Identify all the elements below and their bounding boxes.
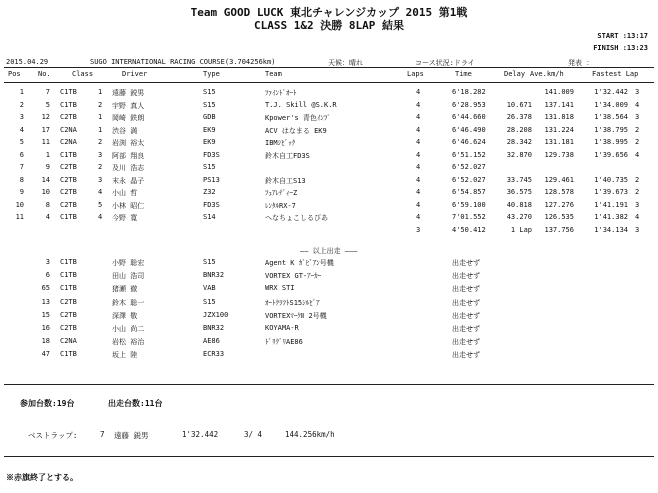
cell-delay: 10.671 — [506, 100, 532, 109]
cell-driver: 岡崎 鉄朗 — [112, 114, 145, 122]
cell-pos: 4 — [19, 125, 24, 134]
best-lap-lap: 3/ 4 — [244, 430, 263, 439]
cell-team: Kpower's 青色ｲﾝﾌﾟ — [265, 114, 331, 122]
cell-delay: 40.818 — [506, 200, 532, 209]
cell-time: 7'01.552 — [452, 213, 486, 221]
cell-type: S14 — [203, 213, 216, 221]
cell-time: 6'46.624 — [452, 138, 486, 146]
cell-fast: 1'32.442 — [594, 88, 628, 96]
cell-flap: 2 — [635, 138, 640, 146]
cell-fast: 1'41.382 — [594, 213, 628, 221]
cell-cls: C1TB — [60, 350, 77, 359]
non-starter-row — [0, 350, 658, 361]
col-pos: Pos — [8, 70, 21, 78]
divider-header — [4, 82, 654, 83]
cell-type: S15 — [203, 297, 216, 306]
cell-status: 出走せず — [452, 325, 480, 333]
cell-cls: C1TB — [60, 150, 77, 159]
cell-flap: 4 — [635, 100, 640, 109]
divider-summary — [4, 384, 654, 385]
col-driver: Driver — [122, 70, 148, 78]
cell-status: 出走せず — [452, 259, 480, 267]
cell-cpos: 2 — [98, 163, 103, 171]
cell-team: ﾌｪｱﾚﾃﾞｨｰZ — [265, 189, 298, 197]
cell-delay: 1 Lap — [510, 225, 532, 234]
table-row — [0, 188, 658, 199]
cell-no: 6 — [45, 271, 50, 280]
cell-status: 出走せず — [452, 285, 480, 294]
cell-no: 11 — [41, 138, 50, 146]
cell-time: 6'52.027 — [452, 175, 486, 184]
cell-type: BNR32 — [203, 324, 225, 332]
cell-flap: 4 — [635, 213, 640, 221]
cell-driver: 坂上 陸 — [112, 351, 138, 360]
col-fastest: Fastest Lap — [592, 70, 639, 78]
cell-delay: 43.270 — [506, 213, 532, 221]
cell-no: 15 — [41, 310, 50, 319]
cell-no: 4 — [45, 213, 50, 221]
cell-ave: 131.818 — [544, 113, 574, 121]
cell-type: PS13 — [203, 175, 220, 184]
started-divider-label: 以上出走 — [312, 247, 341, 255]
cell-fast: 1'34.134 — [594, 225, 628, 234]
cell-no: 16 — [41, 324, 50, 332]
table-row — [0, 88, 658, 99]
non-starter-row — [0, 311, 658, 322]
cell-laps: 4 — [416, 88, 421, 96]
cell-team: WRX STI — [265, 284, 295, 293]
cell-driver: 宇野 真人 — [112, 101, 145, 110]
cell-no: 1 — [45, 150, 50, 159]
best-lap-driver: 遠藤 鋭男 — [114, 431, 149, 440]
cell-laps: 4 — [416, 150, 421, 159]
cell-laps: 4 — [416, 163, 421, 171]
cell-type: BNR32 — [203, 271, 225, 280]
cell-ave: 129.738 — [544, 150, 574, 159]
divider-top — [4, 67, 654, 68]
race-subtitle: CLASS 1&2 決勝 8LAP 結果 — [254, 19, 404, 32]
table-row — [0, 226, 658, 237]
cell-cls: C2NA — [60, 138, 77, 146]
cell-driver: 小山 哲 — [112, 189, 138, 197]
cell-driver: 阿部 翔良 — [112, 151, 145, 160]
cell-delay: 36.575 — [506, 188, 532, 196]
cell-type: ECR33 — [203, 350, 225, 359]
cell-fast: 1'38.795 — [594, 125, 628, 134]
cell-fast: 1'38.995 — [594, 138, 628, 146]
col-delay: Delay — [504, 70, 526, 78]
cell-laps: 4 — [416, 175, 421, 184]
best-lap-time: 1'32.442 — [182, 430, 219, 439]
col-ave: Ave.km/h — [530, 70, 564, 78]
cell-driver: 岩渕 裕太 — [112, 139, 145, 147]
cell-team: 鈴木自工FD3S — [265, 151, 310, 160]
cell-no: 5 — [45, 100, 50, 109]
cell-laps: 4 — [416, 100, 421, 109]
cell-cpos: 1 — [98, 88, 103, 96]
cell-time: 6'46.490 — [452, 125, 486, 134]
non-starter-row — [0, 337, 658, 348]
col-time: Time — [455, 70, 472, 78]
cell-time: 6'54.857 — [452, 188, 486, 196]
table-row — [0, 101, 658, 112]
cell-ave: 131.224 — [544, 125, 574, 134]
cell-fast: 1'39.656 — [594, 150, 628, 159]
cell-pos: 5 — [19, 138, 24, 146]
cell-delay: 32.870 — [506, 150, 532, 159]
cell-cls: C1TB — [60, 88, 77, 96]
best-lap-speed: 144.256km/h — [285, 430, 335, 439]
entries-count: 参加台数:19台 — [20, 399, 75, 408]
cell-team: 鈴木自工S13 — [265, 176, 306, 185]
cell-delay: 26.378 — [506, 113, 532, 121]
table-row — [0, 176, 658, 187]
cell-driver: 田山 浩司 — [112, 272, 145, 281]
cell-team: IBMｼﾋﾞｯｸ — [265, 139, 296, 147]
best-lap-no: 7 — [100, 430, 105, 439]
cell-driver: 及川 浩志 — [112, 164, 145, 172]
cell-no: 3 — [45, 258, 50, 266]
cell-pos: 8 — [19, 175, 24, 184]
cell-fast: 1'39.673 — [594, 188, 628, 196]
cell-cpos: 3 — [98, 175, 103, 184]
cell-team: へなちょこしるびあ — [265, 214, 328, 222]
cell-type: S15 — [203, 258, 216, 266]
cell-no: 13 — [41, 297, 50, 306]
cell-time: 6'18.282 — [452, 88, 486, 96]
cell-time: 4'50.412 — [452, 225, 486, 234]
cell-flap: 3 — [635, 88, 640, 96]
non-starter-row — [0, 298, 658, 309]
col-laps: Laps — [407, 70, 424, 78]
cell-ave: 137.756 — [544, 225, 574, 234]
cell-cls: C2TB — [60, 175, 77, 184]
cell-time: 6'59.100 — [452, 200, 486, 209]
cell-cls: C1TB — [60, 258, 77, 266]
cell-no: 8 — [45, 200, 50, 209]
cell-team: VORTEXﾏｰｸⅡ 2号機 — [265, 311, 327, 320]
cell-cpos: 2 — [98, 138, 103, 146]
cell-driver: 渋谷 満 — [112, 126, 138, 135]
cell-fast: 1'34.009 — [594, 100, 628, 109]
table-row — [0, 201, 658, 212]
cell-delay: 33.745 — [506, 175, 532, 184]
cell-ave: 137.141 — [544, 100, 574, 109]
cell-cls: C2NA — [60, 125, 77, 134]
cell-delay: 28.208 — [506, 125, 532, 134]
non-starter-row — [0, 258, 658, 269]
cell-fast: 1'40.735 — [594, 175, 628, 184]
table-row — [0, 126, 658, 137]
cell-cpos: 2 — [98, 100, 103, 109]
cell-cls: C2TB — [60, 200, 77, 209]
cell-cls: C2NA — [60, 337, 77, 346]
red-flag-note: ※赤旗終了とする。 — [6, 473, 78, 482]
cell-ave: 128.578 — [544, 188, 574, 196]
best-lap-label: ベストラップ: — [28, 431, 78, 440]
cell-no: 65 — [41, 284, 50, 293]
cell-flap: 2 — [635, 175, 640, 184]
cell-cpos: 1 — [98, 125, 103, 134]
course-condition: コース状況:ドライ — [415, 59, 475, 67]
cell-flap: 3 — [635, 200, 640, 209]
non-starter-row — [0, 271, 658, 282]
cell-team: ﾄﾞﾘｸﾞﾘAE86 — [265, 338, 303, 347]
cell-type: S15 — [203, 100, 216, 109]
cell-type: JZX100 — [203, 310, 229, 319]
cell-type: Z32 — [203, 188, 216, 196]
race-date: 2015.04.29 — [6, 58, 49, 66]
cell-team: ﾚﾝﾀﾙRX-7 — [265, 201, 296, 210]
cell-team: ｵｰﾄｸﾗﾌﾄS15ｼﾙﾋﾞｱ — [265, 298, 320, 307]
cell-pos: 10 — [15, 200, 24, 209]
cell-cpos: 3 — [98, 150, 103, 159]
cell-cls: C2TB — [60, 297, 77, 306]
cell-delay: 28.342 — [506, 138, 532, 146]
cell-cpos: 1 — [98, 113, 103, 121]
table-row — [0, 151, 658, 162]
cell-no: 47 — [41, 350, 50, 359]
cell-ave: 131.181 — [544, 138, 574, 146]
starters-count: 出走台数:11台 — [108, 399, 163, 408]
cell-flap: 3 — [635, 225, 640, 234]
cell-team: VORTEX GT-ｱｰｶｰ — [265, 272, 322, 281]
cell-flap: 2 — [635, 125, 640, 134]
cell-cls: C2TB — [60, 188, 77, 196]
cell-team: Agent K ｶﾞﾋﾞｱﾝ号機 — [265, 259, 334, 267]
race-title: Team GOOD LUCK 東北チャレンジカップ 2015 第1戦 — [190, 6, 468, 19]
cell-type: AE86 — [203, 337, 220, 346]
col-type: Type — [203, 70, 220, 78]
finish-time: FINISH :13:23 — [593, 44, 648, 52]
cell-status: 出走せず — [452, 351, 480, 360]
cell-team: ACV はなまる EK9 — [265, 126, 327, 135]
cell-driver: 末永 晶子 — [112, 176, 145, 185]
table-header — [0, 70, 658, 81]
started-divider: —— 以上出走 ——— — [300, 247, 358, 255]
cell-flap: 4 — [635, 150, 640, 159]
cell-cpos: 4 — [98, 188, 103, 196]
weather: 天候：晴れ — [328, 59, 363, 67]
cell-driver: 小林 昭仁 — [112, 201, 145, 210]
cell-status: 出走せず — [452, 272, 480, 281]
cell-status: 出走せず — [452, 338, 480, 347]
cell-driver: 鈴木 聡一 — [112, 298, 145, 307]
cell-time: 6'52.027 — [452, 163, 486, 171]
cell-time: 6'44.660 — [452, 113, 486, 121]
cell-type: S15 — [203, 163, 216, 171]
table-row — [0, 163, 658, 174]
cell-driver: 今野 寛 — [112, 214, 138, 222]
cell-ave: 129.461 — [544, 175, 574, 184]
col-team: Team — [265, 70, 282, 78]
cell-cls: C1TB — [60, 100, 77, 109]
cell-type: VAB — [203, 284, 216, 293]
cell-laps: 4 — [416, 213, 421, 221]
cell-fast: 1'38.564 — [594, 113, 628, 121]
cell-no: 9 — [45, 163, 50, 171]
cell-pos: 1 — [19, 88, 24, 96]
cell-cls: C2TB — [60, 163, 77, 171]
start-time: START :13:17 — [597, 32, 648, 40]
cell-no: 18 — [41, 337, 50, 346]
cell-ave: 141.009 — [544, 88, 574, 96]
cell-no: 10 — [41, 188, 50, 196]
table-row — [0, 213, 658, 224]
cell-no: 14 — [41, 175, 50, 184]
cell-laps: 3 — [416, 225, 421, 234]
cell-pos: 6 — [19, 150, 24, 159]
cell-flap: 2 — [635, 188, 640, 196]
cell-time: 6'28.953 — [452, 100, 486, 109]
col-no: No. — [38, 70, 51, 78]
cell-fast: 1'41.191 — [594, 200, 628, 209]
cell-flap: 3 — [635, 113, 640, 121]
cell-cls: C1TB — [60, 271, 77, 280]
cell-status: 出走せず — [452, 298, 480, 307]
cell-driver: 遠藤 鋭男 — [112, 89, 145, 97]
table-row — [0, 138, 658, 149]
cell-cls: C1TB — [60, 284, 77, 293]
cell-no: 17 — [41, 125, 50, 134]
non-starter-row — [0, 284, 658, 295]
table-row — [0, 113, 658, 124]
cell-pos: 9 — [19, 188, 24, 196]
cell-cpos: 5 — [98, 200, 103, 209]
cell-pos: 2 — [19, 100, 24, 109]
col-class: Class — [72, 70, 94, 78]
cell-team: KOYAMA-R — [265, 324, 299, 332]
cell-team: ﾌｧｲﾝﾄﾞｵｰﾄ — [265, 89, 297, 97]
cell-cls: C2TB — [60, 113, 77, 121]
cell-laps: 4 — [416, 113, 421, 121]
cell-type: FD3S — [203, 150, 220, 159]
cell-type: EK9 — [203, 125, 216, 134]
cell-no: 12 — [41, 113, 50, 121]
cell-pos: 11 — [15, 213, 24, 221]
cell-type: EK9 — [203, 138, 216, 146]
cell-ave: 127.276 — [544, 200, 574, 209]
cell-type: FD3S — [203, 200, 220, 209]
course-name: SUGO INTERNATIONAL RACING COURSE(3.704256km) — [90, 58, 276, 66]
cell-type: GDB — [203, 113, 216, 121]
published: 発表 ： — [568, 59, 594, 67]
cell-type: S15 — [203, 88, 216, 96]
cell-no: 7 — [45, 88, 50, 96]
cell-driver: 小野 聡宏 — [112, 259, 145, 267]
cell-team: T.J. Skill @S.K.R — [265, 100, 337, 109]
cell-driver: 岩松 裕治 — [112, 338, 145, 347]
cell-status: 出走せず — [452, 311, 480, 320]
divider-bottom — [4, 456, 654, 457]
cell-ave: 126.535 — [544, 213, 574, 221]
cell-laps: 4 — [416, 188, 421, 196]
cell-cls: C2TB — [60, 324, 77, 332]
non-starter-row — [0, 324, 658, 335]
cell-cls: C2TB — [60, 310, 77, 319]
cell-driver: 猪瀬 徹 — [112, 285, 138, 294]
cell-driver: 深澤 敬 — [112, 311, 138, 320]
cell-pos: 3 — [19, 113, 24, 121]
cell-time: 6'51.152 — [452, 150, 486, 159]
cell-driver: 小山 尚二 — [112, 325, 145, 333]
cell-laps: 4 — [416, 138, 421, 146]
cell-laps: 4 — [416, 125, 421, 134]
cell-cpos: 4 — [98, 213, 103, 221]
cell-cls: C1TB — [60, 213, 77, 221]
cell-laps: 4 — [416, 200, 421, 209]
cell-pos: 7 — [19, 163, 24, 171]
